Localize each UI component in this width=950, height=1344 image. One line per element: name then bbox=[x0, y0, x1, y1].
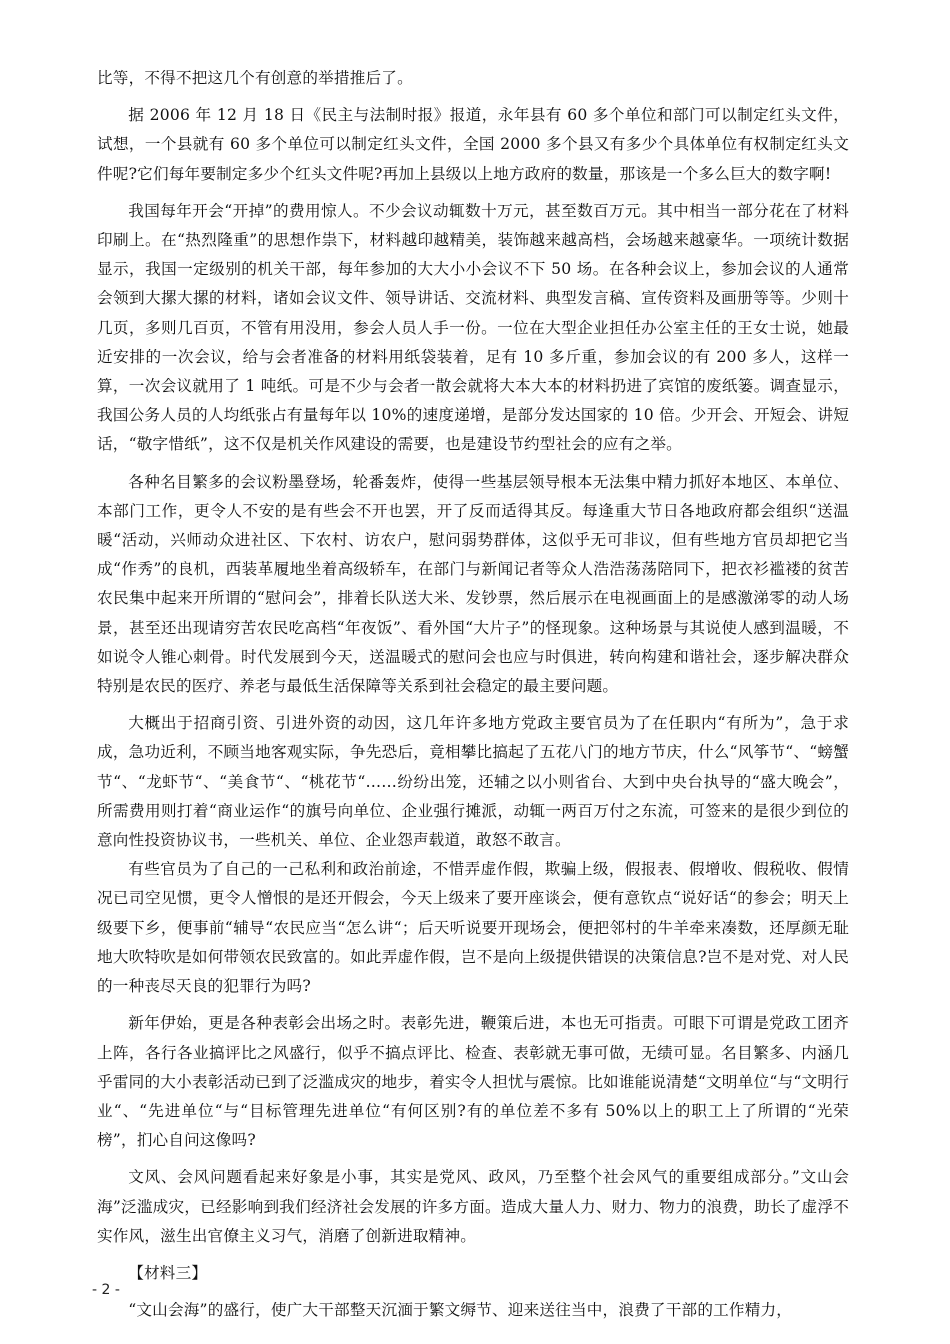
document-page bbox=[97, 64, 849, 1325]
paragraph-conclusion: 文风、会风问题看起来好象是小事，其实是党风、政风，乃至整个社会风气的重要组成部分。”文山会海”泛滥成灾，已经影响到我们经济社会发展的许多方面。造成大量人力、财力、物力的浪费，助长了虚浮不实作风，滋生出官僚主义习气，消磨了创新进取精神。 bbox=[97, 1168, 849, 1245]
section-heading-material-three: 【材料三】 bbox=[128, 1263, 208, 1282]
paragraph-commendations: 新年伊始，更是各种表彰会出场之时。表彰先进，鞭策后进，本也无可指责。可眼下可谓是党政工团齐上阵，各行各业搞评比之风盛行，似乎不搞点评比、检查、表彰就无事可做，无绩可显。名目繁多、内涵几乎雷同的大小表彰活动已到了泛滥成灾的地步，着实令人担忧与震惊。比如谁能说清楚“文明单位“与“文明行业“、“先进单位“与“目标管理先进单位“有何区别?有的单位差不多有 50%以上的职工上了所谓的“光荣榜”，扪心自问这像吗? bbox=[97, 1014, 849, 1150]
paragraph-meeting-costs: 我国每年开会“开掉”的费用惊人。不少会议动辄数十万元，甚至数百万元。其中相当一部分花在了材料印刷上。在“热烈隆重”的思想作祟下，材料越印越精美，装饰越来越高档，会场越来越豪华。一项统计数据显示，我国一定级别的机关干部，每年参加的大大小小会议不下 50 场。在各种会议上，参加会议的人通常会领到大摞大摞的材料，诸如会议文件、领导讲话、交流材料、典型发言稿、宣传资料及画册等等。少则十几页，多则几百页，不管有用没用，参会人员人手一份。一位在大型企业担任办公室主任的王女士说，她最近安排的一次会议，给与会者准备的材料用纸袋装着，足有 10 多斤重，参加会议的有 200 多人，这样一算，一次会议就用了 1 吨纸。可是不少与会者一散会就将大本大本的材料扔进了宾馆的废纸篓。调查显示，我国公务人员的人均纸张占有量每年以 10%的速度递增，是部分发达国家的 10 倍。少开会、开短会、讲短话，“敬字惜纸”，这不仅是机关作风建设的需要，也是建设节约型社会的应有之举。 bbox=[97, 201, 849, 454]
paragraph-warmth-campaign: 各种名目繁多的会议粉墨登场，轮番轰炸，使得一些基层领导根本无法集中精力抓好本地区、本单位、本部门工作，更令人不安的是有些会不开也罢，开了反而适得其反。每逢重大节日各地政府都会组织“送温暖“活动，兴师动众进社区、下农村、访农户，慰问弱势群体，这似乎无可非议，但有些地方官员却把它当成“作秀”的良机，西装革履地坐着高级轿车，在部门与新闻记者等众人浩浩荡荡陪同下，把衣衫褴褛的贫苦农民集中起来开所谓的“慰问会”，排着长队送大米、发钞票，然后展示在电视画面上的是感激涕零的动人场景，甚至还出现请穷苦农民吃高档“年夜饭”、看外国“大片子”的怪现象。这种场景与其说使人感到温暖，不如说令人锥心刺骨。时代发展到今天，送温暖式的慰问会也应与时俱进，转向构建和谐社会，逐步解决群众特别是农民的医疗、养老与最低生活保障等关系到社会稳定的最主要问题。 bbox=[97, 472, 849, 696]
paragraph-red-tape-documents: 据 2006 年 12 月 18 日《民主与法制时报》报道，永年县有 60 多个单位和部门可以制定红头文件，试想，一个县就有 60 多个单位可以制定红头文件，全国 2000 多个县又有多少个具体单位有权制定红头文件呢?它们每年要制定多少个红头文件呢?再加上县级以上地方政府的数量，那该是一个多么巨大的数字啊! bbox=[97, 106, 849, 183]
paragraph-festivals: 大概出于招商引资、引进外资的动因，这几年许多地方党政主要官员为了在任职内“有所为”，急于求成，急功近利，不顾当地客观实际，争先恐后，竟相攀比搞起了五花八门的地方节庆，什么“风筝节“、“螃蟹节“、“龙虾节“、“美食节“、“桃花节“……纷纷出笼，还辅之以小则省台、大到中央台执导的“盛大晚会”，所需费用则打着“商业运作“的旗号向单位、企业强行摊派，动辄一两百万付之东流，可签来的是很少到位的意向性投资协议书，一些机关、单位、企业怨声载道，敢怒不敢言。 bbox=[97, 714, 849, 850]
paragraph-continuation: 比等，不得不把这几个有创意的举措推后了。 bbox=[97, 69, 413, 87]
paragraph-fake-meetings: 有些官员为了自己的一己私利和政治前途，不惜弄虚作假，欺骗上级，假报表、假增收、假税收、假情况已司空见惯，更令人憎恨的是还开假会，今天上级来了要开座谈会，便有意钦点“说好话“的参会；明天上级要下乡，便事前“辅导“农民应当“怎么讲“；后天听说要开现场会，便把邻村的牛羊牵来凑数，还厚颜无耻地大吹特吹是如何带领农民致富的。如此弄虚作假，岂不是向上级提供错误的决策信息?岂不是对党、对人民的一种丧尽天良的犯罪行为吗? bbox=[97, 860, 849, 996]
paragraph-material-three-start: “文山会海”的盛行，使广大干部整天沉湎于繁文缛节、迎来送往当中，浪费了干部的工作精力， bbox=[128, 1301, 793, 1320]
page-number: - 2 - bbox=[92, 1282, 120, 1298]
